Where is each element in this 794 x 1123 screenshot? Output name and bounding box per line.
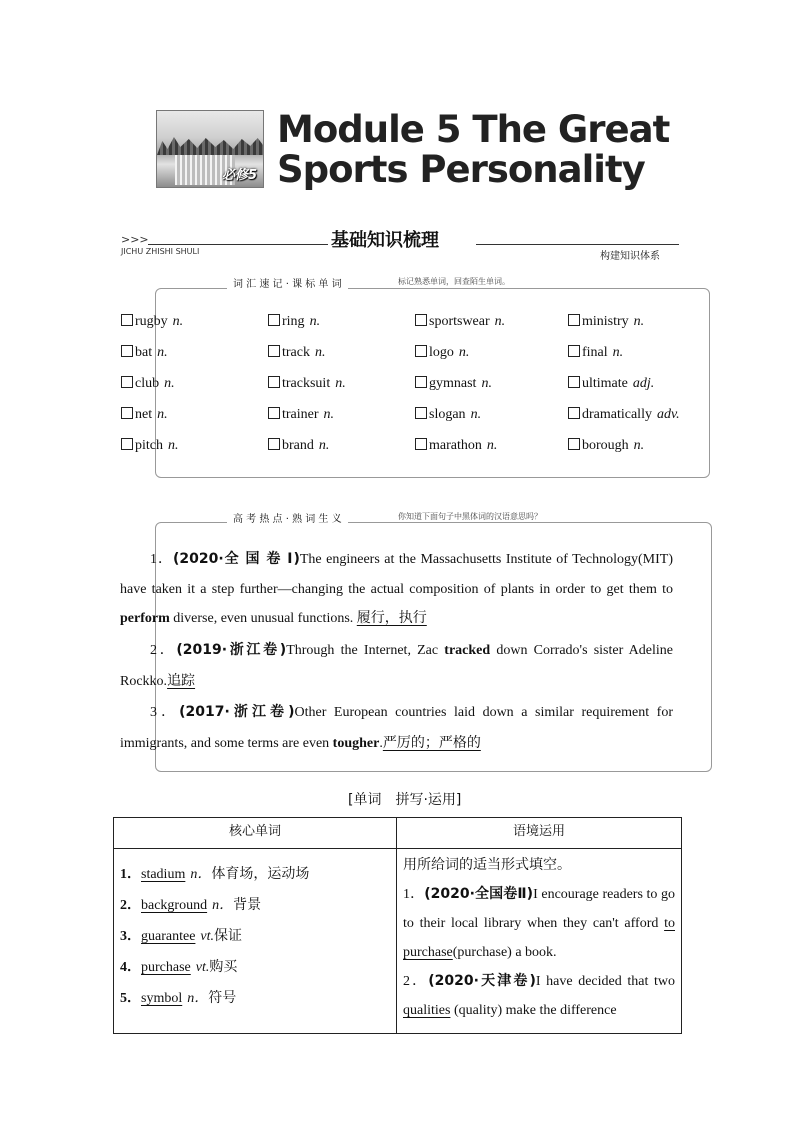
vocab-item (415, 374, 492, 394)
checkbox-icon[interactable] (268, 376, 280, 388)
sentence-1 (120, 545, 673, 634)
item-number: 3． (120, 929, 141, 944)
vocab-item (568, 343, 623, 363)
sentence-source: (2019·浙江卷) (176, 642, 287, 658)
checkbox-icon[interactable] (415, 438, 427, 450)
vocab-word: borough (582, 438, 629, 453)
practice-subheading: [单词 拼写·运用] (348, 792, 462, 808)
vocab-item (121, 312, 183, 332)
checkbox-icon[interactable] (121, 376, 133, 388)
vocab-item (568, 374, 654, 394)
checkbox-icon[interactable] (568, 438, 580, 450)
vocab-pos: n. (168, 438, 179, 453)
answer: 履行，执行 (356, 610, 427, 626)
chevron-icon: >>> (121, 233, 149, 246)
vocab-item (568, 436, 644, 456)
sentence-number: 3． (150, 705, 180, 720)
vocab-word: track (282, 345, 310, 360)
vocab-word: brand (282, 438, 314, 453)
vocab-item (268, 436, 329, 456)
badge-label: 必修5 (221, 168, 257, 183)
divider (148, 244, 328, 245)
checkbox-icon[interactable] (121, 345, 133, 357)
sentence-3 (120, 697, 673, 759)
col-header-context: 语境运用 (397, 818, 682, 849)
checkbox-icon[interactable] (415, 345, 427, 357)
vocab-item (415, 405, 481, 425)
sentence-number: 1． (150, 552, 173, 567)
vocab-pos: n. (318, 438, 330, 453)
checkbox-icon[interactable] (268, 314, 280, 326)
word-meaning: 背景 (233, 897, 262, 913)
checkbox-icon[interactable] (415, 407, 427, 419)
question-text: (quality) make the difference (450, 1003, 617, 1018)
vocab-word: ministry (582, 314, 629, 329)
vocab-pos: n. (172, 314, 184, 329)
word-meaning: 购买 (209, 959, 238, 975)
sentence-text: down Corrado's sister Adeline Rockko. (120, 643, 673, 689)
vocab-pos: n. (309, 314, 321, 329)
hot-box-note: 你知道下面句子中黑体词的汉语意思吗？ (394, 511, 546, 522)
vocab-word: logo (429, 345, 454, 360)
core-word: symbol (141, 991, 183, 1006)
vocab-pos: n. (157, 407, 168, 422)
vocab-item (121, 436, 179, 456)
vocab-word: final (582, 345, 608, 360)
checkbox-icon[interactable] (568, 376, 580, 388)
item-number: 1． (120, 867, 141, 882)
vocab-word: dramatically (582, 407, 652, 422)
sentence-source: (2017·浙江卷) (179, 704, 295, 720)
vocab-word: ultimate (582, 376, 628, 391)
answer: qualities (403, 1003, 451, 1018)
vocab-word: rugby (135, 314, 168, 329)
vocab-word: slogan (429, 407, 466, 422)
vocab-item (415, 343, 469, 363)
core-word: stadium (141, 867, 186, 882)
vocab-pos: adv. (656, 407, 680, 422)
hot-box-heading: 高 考 热 点 · 熟 词 生 义 (227, 510, 348, 525)
vocab-word: tracksuit (282, 376, 331, 391)
word-meaning: 体育场，运动场 (211, 866, 310, 882)
core-word-item (114, 952, 396, 983)
vocab-word: club (135, 376, 160, 391)
vocab-pos: n. (486, 438, 498, 453)
item-number: 4． (120, 960, 141, 975)
core-words-cell (114, 849, 397, 1034)
word-meaning: 保证 (214, 928, 243, 944)
vocab-pos: adj. (632, 376, 655, 391)
question-text: I have decided that two (535, 974, 675, 989)
vocab-word: net (135, 407, 153, 422)
checkbox-icon[interactable] (415, 376, 427, 388)
vocab-pos: n. (458, 345, 470, 360)
vocab-item (121, 343, 168, 363)
vocab-word: pitch (135, 438, 163, 453)
sentence-text: . (379, 736, 383, 751)
vocab-word: marathon (429, 438, 482, 453)
answer: 追踪 (167, 673, 196, 689)
vocab-word: trainer (282, 407, 319, 422)
page-title (277, 110, 697, 190)
sentence-number: 2． (150, 643, 177, 658)
vocab-pos: n. (157, 345, 168, 360)
sentence-source: (2020·全 国 卷 Ⅰ) (173, 551, 300, 567)
answer: 严厉的；严格的 (382, 735, 481, 751)
col-header-core: 核心单词 (114, 818, 397, 849)
sentence-text: The engineers at the Massachusetts Institute of Technology(MIT) have taken it a step further—changing the actual composition of plants in order to get them to (120, 552, 673, 597)
vocab-item (268, 374, 346, 394)
word-pos: n． (212, 898, 234, 913)
vocab-box-heading: 词 汇 速 记 · 课 标 单 词 (227, 275, 348, 290)
vocab-item (268, 343, 325, 363)
vocab-pos: n. (335, 376, 346, 391)
checkbox-icon[interactable] (121, 314, 133, 326)
core-word: background (141, 898, 208, 913)
vocab-item (121, 405, 168, 425)
practice-text (397, 849, 681, 1025)
item-number: 2． (120, 898, 141, 913)
sentence-2 (120, 635, 673, 697)
core-word-item (114, 859, 396, 890)
vocab-word: sportswear (429, 314, 490, 329)
core-word: purchase (141, 960, 191, 975)
key-word: tracked (444, 643, 491, 658)
vocab-word: gymnast (429, 376, 477, 391)
vocab-pos: n. (470, 407, 482, 422)
vocab-box-note: 标记熟悉单词，回查陌生单词。 (394, 276, 514, 287)
vocab-pos: n. (323, 407, 335, 422)
checkbox-icon[interactable] (568, 407, 580, 419)
vocab-item (121, 374, 175, 394)
vocab-item (415, 312, 505, 332)
vocab-item (268, 312, 320, 332)
word-pos: vt. (200, 929, 215, 944)
checkbox-icon[interactable] (121, 438, 133, 450)
word-pos: n． (187, 991, 209, 1006)
checkbox-icon[interactable] (415, 314, 427, 326)
question-text: (purchase) a book. (452, 945, 557, 960)
question-number: 2． (403, 974, 429, 989)
section-pinyin: JICHU ZHISHI SHULI (121, 247, 200, 256)
question-number: 1． (403, 887, 425, 902)
practice-table (113, 817, 682, 1034)
sentence-text: Other European countries laid down a similar requirement for immigrants, and some terms are even (120, 705, 673, 751)
vocab-pos: n. (164, 376, 175, 391)
context-cell (397, 849, 682, 1034)
vocab-item (268, 405, 334, 425)
vocab-item (415, 436, 497, 456)
key-word: tougher (332, 736, 380, 751)
vocab-word: bat (135, 345, 153, 360)
trees-graphic (157, 135, 263, 155)
question-2 (403, 967, 675, 1025)
checkbox-icon[interactable] (121, 407, 133, 419)
vocab-pos: n. (481, 376, 492, 391)
vocab-grid (121, 312, 711, 472)
key-word: perform (120, 611, 170, 626)
core-word: guarantee (141, 929, 196, 944)
vocab-item (568, 312, 644, 332)
instruction: 用所给词的适当形式填空。 (403, 857, 571, 873)
word-meaning: 符号 (208, 990, 237, 1006)
core-word-item (114, 983, 396, 1014)
vocab-pos: n. (494, 314, 506, 329)
question-source: (2020·天津卷) (428, 973, 536, 989)
sentence-text: Through the Internet, Zac (286, 643, 445, 658)
question-source: (2020·全国卷Ⅱ) (424, 886, 534, 902)
vocab-pos: n. (314, 345, 326, 360)
question-1 (403, 880, 675, 967)
item-number: 5． (120, 991, 141, 1006)
title-line-2: Sports Personality (277, 148, 645, 191)
question-text: I encourage readers to go to their local library when they can't afford (403, 887, 675, 931)
checkbox-icon[interactable] (268, 407, 280, 419)
word-pos: vt. (195, 960, 210, 975)
core-word-item (114, 921, 396, 952)
vocab-item (568, 405, 680, 425)
checkbox-icon[interactable] (268, 345, 280, 357)
checkbox-icon[interactable] (568, 345, 580, 357)
word-pos: n． (190, 867, 212, 882)
divider (476, 244, 679, 245)
vocab-pos: n. (612, 345, 624, 360)
section-right-label: 构建知识体系 (600, 251, 660, 262)
title-line-1: Module 5 The Great (277, 108, 670, 151)
checkbox-icon[interactable] (568, 314, 580, 326)
sentence-text: diverse, even unusual functions. (169, 611, 357, 626)
vocab-pos: n. (633, 314, 645, 329)
checkbox-icon[interactable] (268, 438, 280, 450)
core-word-item (114, 890, 396, 921)
vocab-pos: n. (633, 438, 645, 453)
section-title: 基础知识梳理 (331, 230, 439, 251)
vocab-word: ring (282, 314, 305, 329)
module-thumbnail-image (156, 110, 264, 188)
answer: to purchase (403, 916, 675, 960)
